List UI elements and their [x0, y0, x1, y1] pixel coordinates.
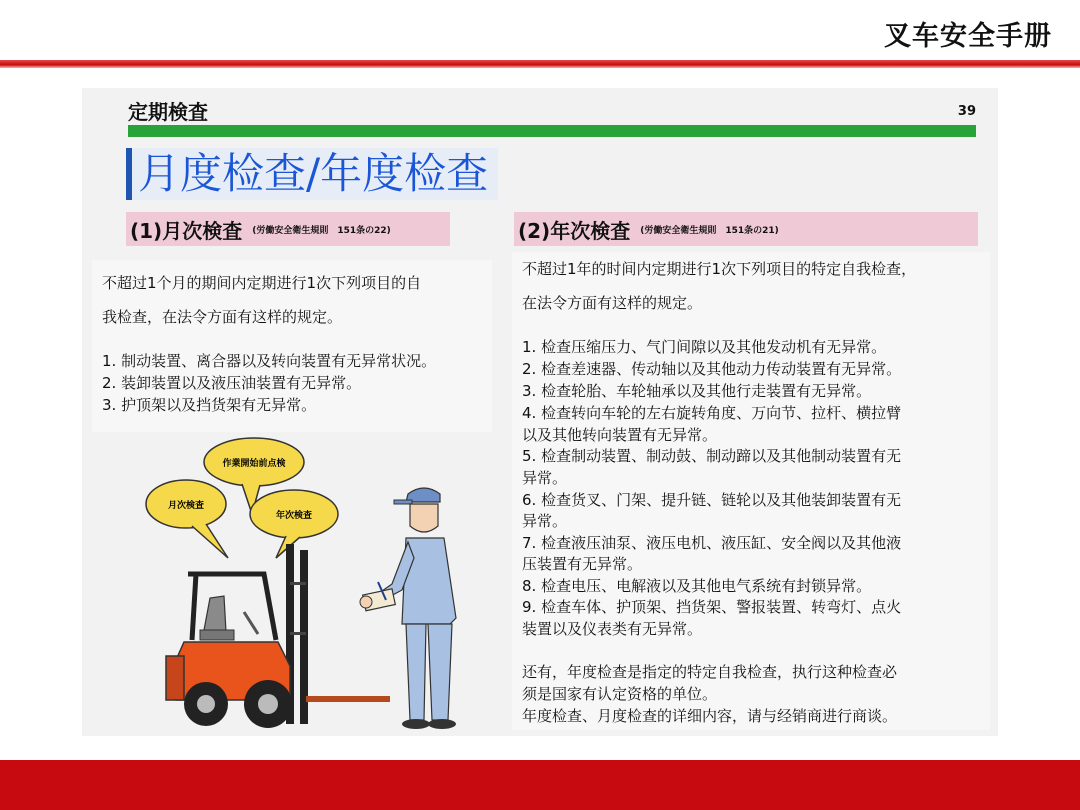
annual-item: 异常。 — [522, 512, 568, 530]
annual-intro-line: 不超过1年的时间内定期进行1次下列项目的特定自我检查， — [522, 260, 917, 278]
manual-page-panel — [82, 88, 998, 736]
page-title: 叉车安全手册 — [884, 21, 1052, 52]
annual-intro-line: 在法令方面有这样的规定。 — [522, 294, 703, 312]
monthly-item: 3. 护顶架以及挡货架有无异常。 — [102, 396, 317, 414]
monthly-intro-line: 不超过1个月的期间内定期进行1次下列项目的自 — [102, 274, 422, 292]
annual-item: 3. 检查轮胎、车轮轴承以及其他行走装置有无异常。 — [522, 382, 872, 400]
annual-note: 须是国家有认定资格的单位。 — [522, 685, 718, 703]
annual-subtitle — [514, 212, 978, 246]
annual-item: 8. 检查电压、电解液以及其他电气系统有封锁异常。 — [522, 577, 872, 595]
page-number: 39 — [957, 104, 976, 119]
monthly-regulation-ref: (労働安全衛生規則 151条の22) — [252, 225, 391, 236]
annual-item: 6. 检查货叉、门架、提升链、链轮以及其他装卸装置有无 — [522, 491, 902, 509]
monthly-title: (1)月次検査 — [130, 218, 243, 243]
forklift-inspection-illustration — [140, 434, 480, 734]
section-divider — [128, 125, 976, 137]
bubble-annual-label: 年次検査 — [275, 511, 313, 521]
annual-regulation-ref: (労働安全衛生規則 151条の21) — [640, 225, 779, 236]
main-heading: 月度检查/年度检查 — [126, 148, 498, 200]
annual-item: 7. 检查液压油泵、液压电机、液压缸、安全阀以及其他液 — [522, 534, 902, 552]
monthly-text-box — [92, 260, 492, 432]
annual-item: 异常。 — [522, 469, 568, 487]
forklift-icon — [166, 544, 390, 728]
annual-item: 1. 检查压缩压力、气门间隙以及其他发动机有无异常。 — [522, 338, 887, 356]
inspector-icon — [360, 488, 456, 729]
annual-item: 装置以及仪表类有无异常。 — [522, 620, 703, 638]
bubble-monthly — [146, 480, 228, 558]
section-title: 定期検査 — [128, 100, 208, 124]
annual-item: 以及其他转向装置有无异常。 — [522, 426, 718, 444]
monthly-intro-line: 我检查，在法令方面有这样的规定。 — [102, 308, 343, 326]
monthly-item: 2. 装卸装置以及液压油装置有无异常。 — [102, 374, 362, 392]
annual-item: 4. 检查转向车轮的左右旋转角度、万向节、拉杆、横拉臂 — [522, 404, 902, 422]
bubble-start-label: 作業開始前点検 — [222, 459, 286, 469]
bubble-monthly-label: 月次検査 — [167, 501, 205, 511]
footer-bar — [0, 760, 1080, 810]
monthly-subtitle — [126, 212, 450, 246]
annual-item: 5. 检查制动装置、制动鼓、制动蹄以及其他制动装置有无 — [522, 447, 902, 465]
annual-item: 压装置有无异常。 — [522, 555, 643, 573]
annual-note: 年度检查、月度检查的详细内容，请与经销商进行商谈。 — [522, 707, 898, 725]
annual-note: 还有，年度检查是指定的特定自我检查，执行这种检查必 — [522, 663, 898, 681]
monthly-item: 1. 制动装置、离合器以及转向装置有无异常状况。 — [102, 352, 437, 370]
annual-title: (2)年次検査 — [518, 218, 631, 243]
annual-text-box — [512, 252, 990, 730]
annual-item: 2. 检查差速器、传动轴以及其他动力传动装置有无异常。 — [522, 360, 902, 378]
header-divider — [0, 60, 1080, 68]
annual-item: 9. 检查车体、护顶架、挡货架、警报装置、转弯灯、点火 — [522, 598, 902, 616]
